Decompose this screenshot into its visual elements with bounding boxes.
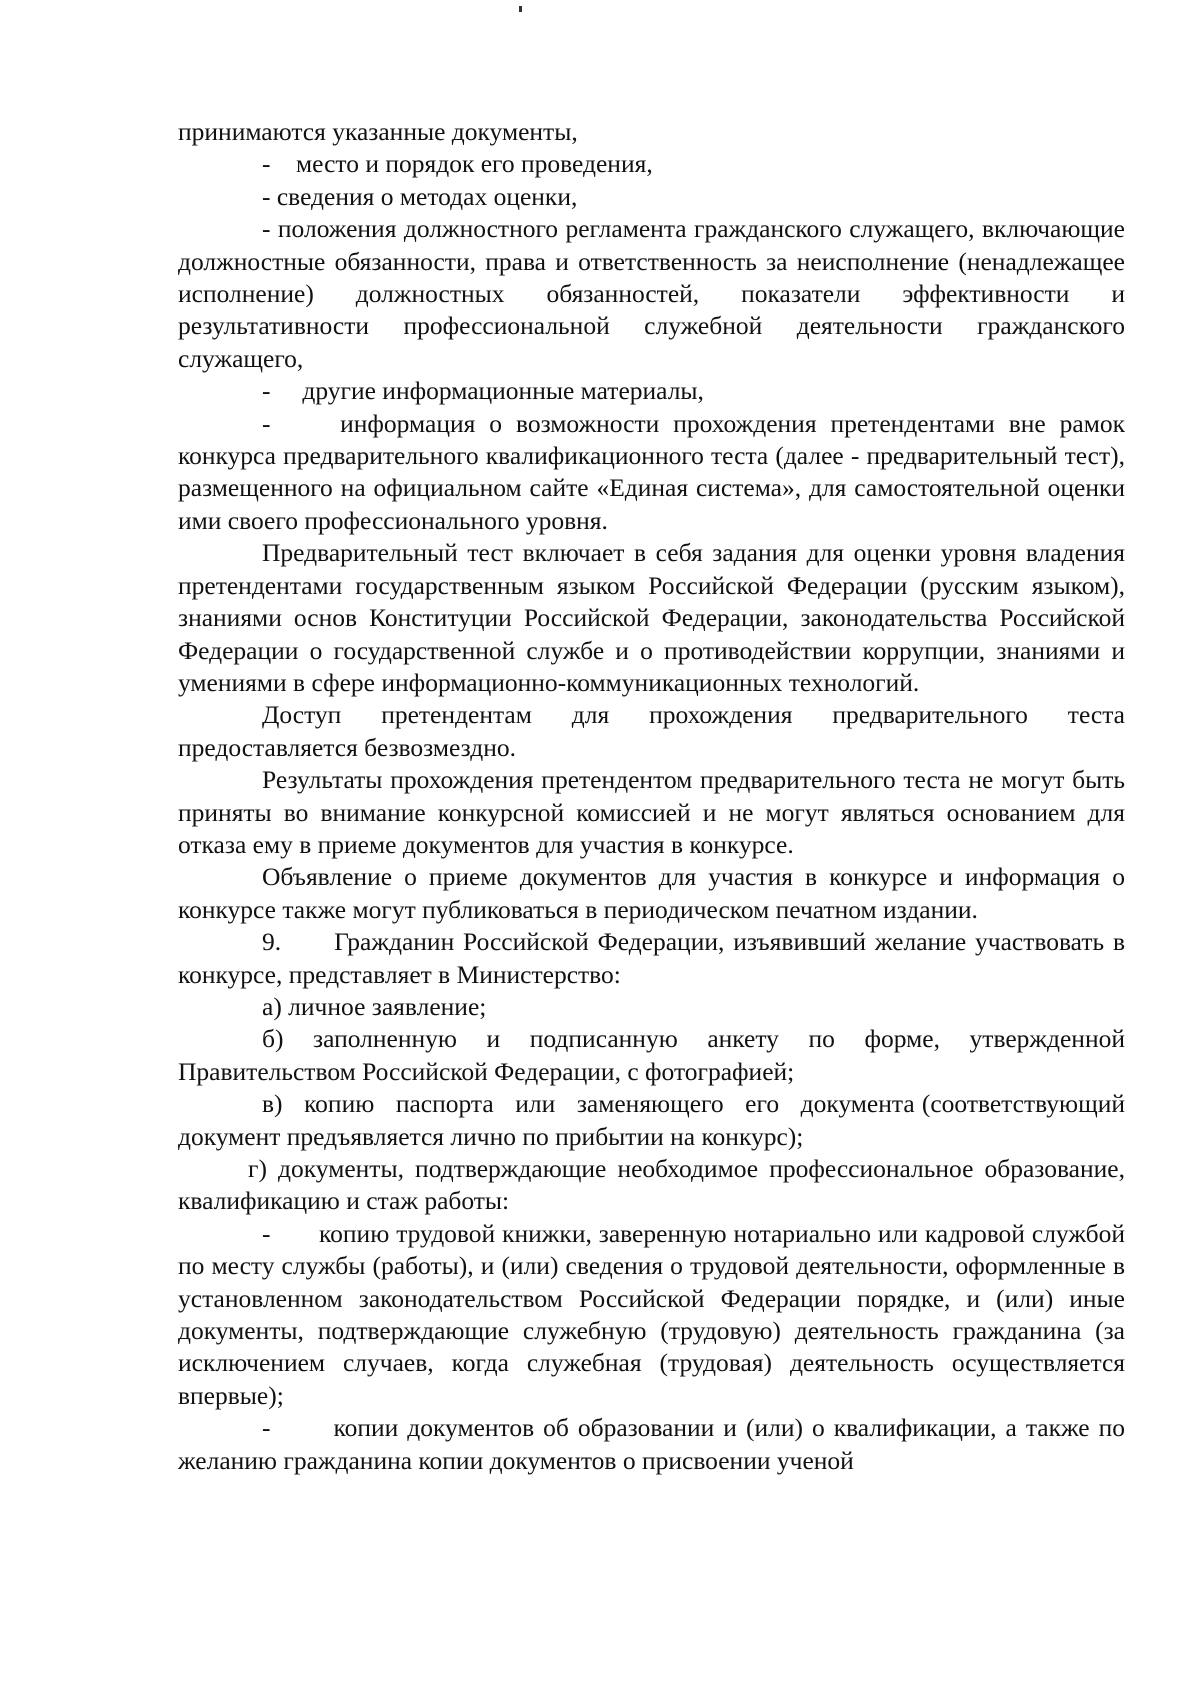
paragraph-preliminary-test: Предварительный тест включает в себя задания для оценки уровня владения претендентами государственным языком Российской Федерации (русским языком), знаниями основ Конституции Российской Федерации, законодательства Российской Федерации о государственной службе и о противодействии коррупции, знаниями и умениями в сфере информационно-коммуникационных технологий. [178,538,1125,697]
list-item-place-and-order: - место и порядок его проведения, [262,149,653,179]
paragraph-test-results: Результаты прохождения претендентом предварительного теста не могут быть приняты во внимание конкурсной комиссией и не могут являться основанием для отказа ему в приеме документов для участия в конкурсе. [178,765,1125,859]
item-b-questionnaire: б) заполненную и подписанную анкету по форме, утвержденной Правительством Российской Федерации, с фотографией; [178,1024,1125,1086]
item-v-passport: в) копию паспорта или заменяющего его документа (соответствующий документ предъявляется лично по прибытии на конкурс); [178,1089,1132,1151]
item-g-documents: г) документы, подтверждающие необходимое профессиональное образование, квалификацию и стаж работы: [178,1154,1125,1216]
section-9: 9. Гражданин Российской Федерации, изъявивший желание участвовать в конкурсе, представляет в Министерство: [178,927,1132,989]
list-item-education-documents: - копии документов об образовании и (или) о квалификации, а также по желанию гражданина копии документов о присвоении ученой [178,1413,1132,1475]
list-item-other-materials: - другие информационные материалы, [262,376,704,406]
paragraph-free-access: Доступ претендентам для прохождения предварительного теста предоставляется безвозмездно. [178,700,1125,762]
list-item-assessment-methods: - сведения о методах оценки, [262,181,578,211]
paragraph-continuation: принимаются указанные документы, [178,117,578,146]
list-item-preliminary-test-info: - информация о возможности прохождения претендентами вне рамок конкурса предварительного квалификационного теста (далее - предварительный тест), размещенного на официальном сайте «Единая система», для самостоятельной оценки ими своего профессионального уровня. [178,408,1132,535]
list-item-job-regulations: - положения должностного регламента гражданского служащего, включающие должностные обязанности, права и ответственность за неисполнение (ненадлежащее исполнение) должностных обязанностей, показатели эффективности и результативности профессиональной служебной деятельности гражданского служащего, [178,214,1125,373]
scan-speck [519,6,522,12]
list-item-employment-record: - копию трудовой книжки, заверенную нотариально или кадровой службой по месту службы (работы), и (или) сведения о трудовой деятельности, оформленные в установленном законодательством Российской Федерации порядке, и (или) иные документы, подтверждающие служебную (трудовую) деятельность гражданина (за исключением случаев, когда служебная (трудовая) деятельность осуществляется впервые); [178,1218,1132,1410]
paragraph-announcement: Объявление о приеме документов для участия в конкурсе и информация о конкурсе также могут публиковаться в периодическом печатном издании. [178,862,1125,924]
document-body [178,116,1132,1477]
item-a-application: а) личное заявление; [262,991,487,1021]
